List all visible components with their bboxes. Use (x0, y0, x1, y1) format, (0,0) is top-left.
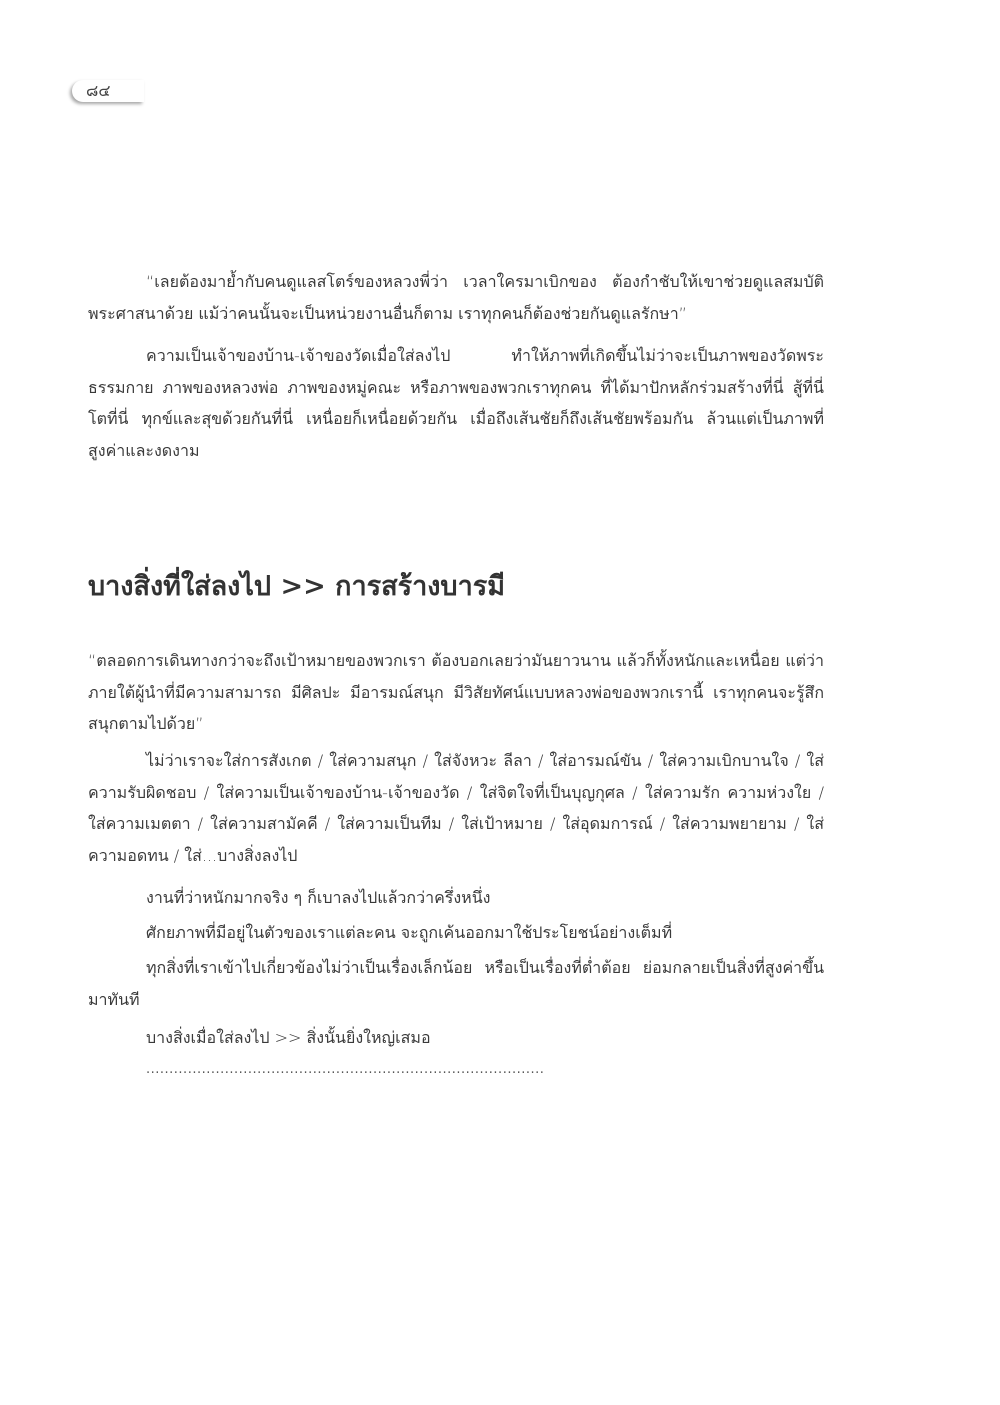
opening-quote: “เลยต้องมาย้ำกับคนดูแลสโตร์ของหลวงพี่ว่า เวลาใครมาเบิกของ ต้องกำชับให้เขาช่วยดูแลสมบัติพระศาสนาด้วย แม้ว่าคนนั้นจะเป็นหน่วยงานอื่นก็ตาม เราทุกคนก็ต้องช่วยกันดูแลรักษา” (88, 272, 824, 323)
conclusion-line: บางสิ่งเมื่อใส่ลงไป >> สิ่งนั้นยิ่งใหญ่เสมอ (146, 1028, 431, 1047)
value-paragraph: ทุกสิ่งที่เราเข้าไปเกี่ยวข้องไม่ว่าเป็นเรื่องเล็กน้อย หรือเป็นเรื่องที่ต่ำต้อย ย่อมกลายเป็นสิ่งที่สูงค่าขึ้นมาทันที (88, 958, 824, 1009)
potential-line: ศักยภาพที่มีอยู่ในตัวของเราแต่ละคน จะถูกเค้นออกมาใช้ประโยชน์อย่างเต็มที่ (146, 923, 673, 942)
workload-line: งานที่ว่าหนักมากจริง ๆ ก็เบาลงไปแล้วกว่าครึ่งหนึ่ง (146, 888, 491, 907)
section-heading: บางสิ่งที่ใส่ลงไป >> การสร้างบารมี (88, 571, 506, 602)
journey-quote: “ตลอดการเดินทางกว่าจะถึงเป้าหมายของพวกเรา ต้องบอกเลยว่ามันยาวนาน แล้วก็ทั้งหนักและเหนื่อย แต่ว่าภายใต้ผู้นำที่มีความสามารถ มีศิลปะ มีอารมณ์สนุก มีวิสัยทัศน์แบบหลวงพ่อของพวกเรานี้ เราทุกคนจะรู้สึกสนุกตามไปด้วย” (88, 651, 824, 733)
page-number: ๘๔ (86, 81, 111, 100)
dotted-ellipsis: ...................................................................................... (146, 1062, 545, 1077)
qualities-list-paragraph: ไม่ว่าเราจะใส่การสังเกต / ใส่ความสนุก / ใส่จังหวะ ลีลา / ใส่อารมณ์ขัน / ใส่ความเบิกบานใจ / ใส่ความรับผิดชอบ / ใส่ความเป็นเจ้าของบ้าน-เจ้าของวัด / ใส่จิตใจที่เป็นบุญกุศล / ใส่ความรัก ความห่วงใย / ใส่ความเมตตา / ใส่ความสามัคคี / ใส่ความเป็นทีม / ใส่เป้าหมาย / ใส่อุดมการณ์ / ใส่ความพยายาม / ใส่ความอดทน / ใส่...บางสิ่งลงไป (88, 751, 824, 865)
ownership-paragraph: ความเป็นเจ้าของบ้าน-เจ้าของวัดเมื่อใส่ลงไป ทำให้ภาพที่เกิดขึ้นไม่ว่าจะเป็นภาพของวัดพระธรรมกาย ภาพของหลวงพ่อ ภาพของหมู่คณะ หรือภาพของพวกเราทุกคน ที่ได้มาปักหลักร่วมสร้างที่นี่ สู้ที่นี่ โตที่นี่ ทุกข์และสุขด้วยกันที่นี่ เหนื่อยก็เหนื่อยด้วยกัน เมื่อถึงเส้นชัยก็ถึงเส้นชัยพร้อมกัน ล้วนแต่เป็นภาพที่สูงค่าและงดงาม (88, 346, 824, 460)
